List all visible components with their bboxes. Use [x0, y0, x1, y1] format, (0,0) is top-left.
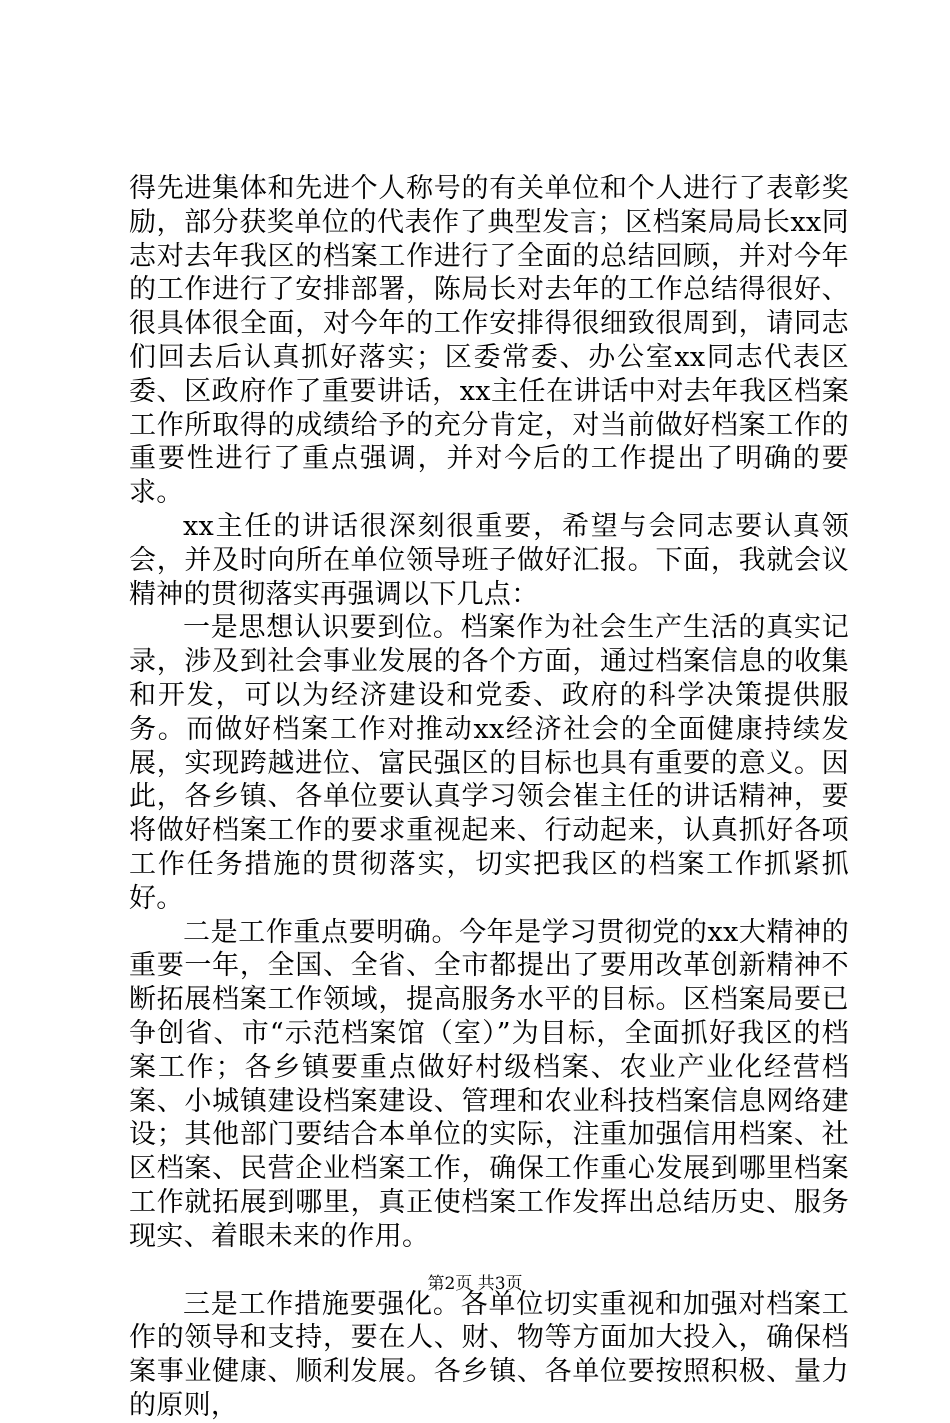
- page-number-footer: 第2页 共3页: [427, 1274, 523, 1294]
- paragraph-continuation: 得先进集体和先进个人称号的有关单位和个人进行了表彰奖励，部分获奖单位的代表作了典型发言；区档案局局长xx同志对去年我区的档案工作进行了全面的总结回顾，并对今年的工作进行了安排部署，陈局长对去年的工作总结得很好、很具体很全面，对今年的工作安排得很细致很周到，请同志们回去后认真抓好落实；区委常委、办公室xx同志代表区委、区政府作了重要讲话，xx主任在讲话中对去年我区档案工作所取得的成绩给予的充分肯定，对当前做好档案工作的重要性进行了重点强调，并对今后的工作提出了明确的要求。: [129, 173, 849, 509]
- paragraph-xx-speech: xx主任的讲话很深刻很重要，希望与会同志要认真领会，并及时向所在单位领导班子做好汇报。下面，我就会议精神的贯彻落实再强调以下几点：: [129, 510, 849, 610]
- paragraph-point-two: 二是工作重点要明确。今年是学习贯彻党的xx大精神的重要一年，全国、全省、全市都提出了要用改革创新精神不断拓展档案工作领域，提高服务水平的目标。区档案局要已争创省、市“示范档案馆（室）”为目标，全面抓好我区的档案工作；各乡镇要重点做好村级档案、农业产业化经营档案、小城镇建设档案建设、管理和农业科技档案信息网络建设；其他部门要结合本单位的实际，注重加强信用档案、社区档案、民营企业档案工作，确保工作重心发展到哪里档案工作就拓展到哪里，真正使档案工作发挥出总结历史、服务现实、着眼未来的作用。: [129, 916, 849, 1252]
- document-body: [129, 172, 849, 1423]
- paragraph-point-three: 三是工作措施要强化。各单位切实重视和加强对档案工作的领导和支持，要在人、财、物等方面加大投入，确保档案事业健康、顺利发展。各乡镇、各单位要按照积极、量力的原则，: [129, 1288, 849, 1421]
- paragraph-point-one: 一是思想认识要到位。档案作为社会生产生活的真实记录，涉及到社会事业发展的各个方面，通过档案信息的收集和开发，可以为经济建设和党委、政府的科学决策提供服务。而做好档案工作对推动xx经济社会的全面健康持续发展，实现跨越进位、富民强区的目标也具有重要的意义。因此，各乡镇、各单位要认真学习领会崔主任的讲话精神，要将做好档案工作的要求重视起来、行动起来，认真抓好各项工作任务措施的贯彻落实，切实把我区的档案工作抓紧抓好。: [129, 612, 849, 914]
